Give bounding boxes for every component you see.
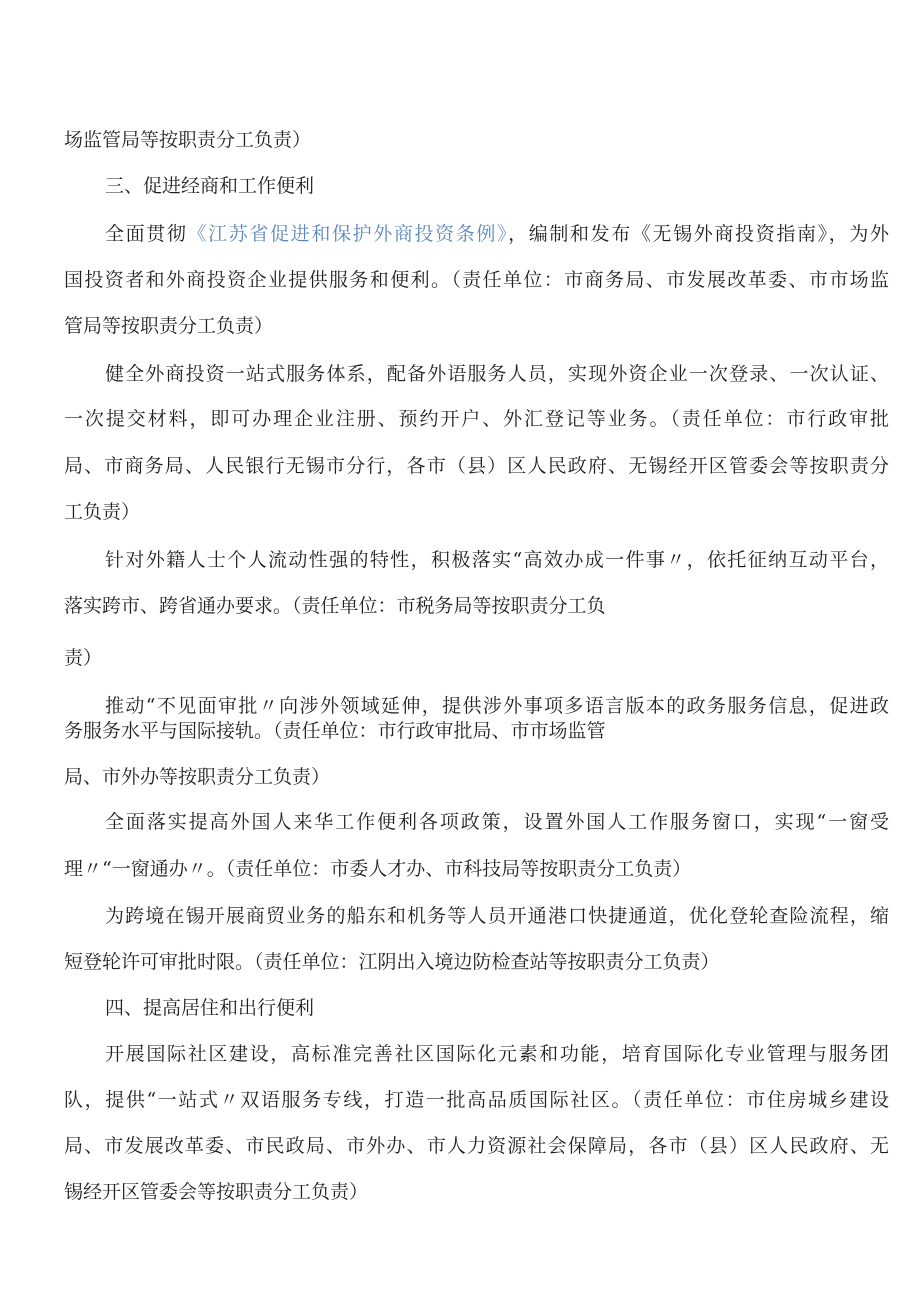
- section-heading: 三、促进经商和工作便利: [105, 175, 315, 197]
- paragraph-line: 国投资者和外商投资企业提供服务和便利。（责任单位：市商务局、市发展改革委、市市场监: [64, 269, 889, 291]
- paragraph-line: 落实跨市、跨省通办要求。（责任单位：市税务局等按职责分工负: [64, 595, 606, 617]
- paragraph-line: [105, 225, 889, 244]
- paragraph-line: 工负责）: [64, 501, 141, 523]
- text-span: 全面贯彻: [105, 223, 188, 245]
- paragraph-line: 责）: [64, 647, 103, 669]
- paragraph-line: 局、市商务局、人民银行无锡市分行，各市（县）区人民政府、无锡经开区管委会等按职责分: [64, 455, 889, 477]
- section-heading: 四、提高居住和出行便利: [105, 997, 315, 1019]
- paragraph-line: 局、市外办等按职责分工负责）: [64, 766, 331, 788]
- paragraph-line: 局、市发展改革委、市民政局、市外办、市人力资源社会保障局，各市（县）区人民政府、无: [64, 1135, 889, 1157]
- text-line: 场监管局等按职责分工负责）: [64, 129, 312, 151]
- paragraph-line: 理〃“一窗通办〃。（责任单位：市委人才办、市科技局等按职责分工负责）: [64, 858, 692, 880]
- paragraph-line: 健全外商投资一站式服务体系，配备外语服务人员，实现外资企业一次登录、一次认证、: [105, 363, 889, 385]
- text-span: ，编制和发布《无锡外商投资指南》，为外: [508, 223, 889, 245]
- paragraph-line: 推动“不见面审批〃向涉外领域延伸，提供涉外事项多语言版本的政务服务信息，促进政: [105, 695, 889, 717]
- paragraph-line: 一次提交材料，即可办理企业注册、预约开户、外汇登记等业务。（责任单位：市行政审批: [64, 408, 889, 430]
- paragraph-line: 针对外籍人士个人流动性强的特性，积极落实“高效办成一件事〃，依托征纳互动平台，: [105, 549, 889, 571]
- paragraph-line: 全面落实提高外国人来华工作便利各项政策，设置外国人工作服务窗口，实现“一窗受: [105, 811, 889, 833]
- paragraph-line: 为跨境在锡开展商贸业务的船东和机务等人员开通港口快捷通道，优化登轮查险流程，缩: [105, 905, 889, 927]
- paragraph-line: 锡经开区管委会等按职责分工负责）: [64, 1181, 369, 1203]
- paragraph-line: 开展国际社区建设，高标准完善社区国际化元素和功能，培育国际化专业管理与服务团: [105, 1043, 889, 1065]
- paragraph-line: 短登轮许可审批时限。（责任单位：江阴出入境边防检查站等按职责分工负责）: [64, 951, 720, 973]
- paragraph-line: 管局等按职责分工负责）: [64, 315, 274, 337]
- paragraph-line: 务服务水平与国际接轨。（责任单位：市行政审批局、市市场监管: [64, 720, 606, 742]
- regulation-link[interactable]: 《江苏省促进和保护外商投资条例》: [187, 223, 509, 245]
- paragraph-line: 队，提供“一站式〃双语服务专线，打造一批高品质国际社区。（责任单位：市住房城乡建设: [64, 1089, 889, 1111]
